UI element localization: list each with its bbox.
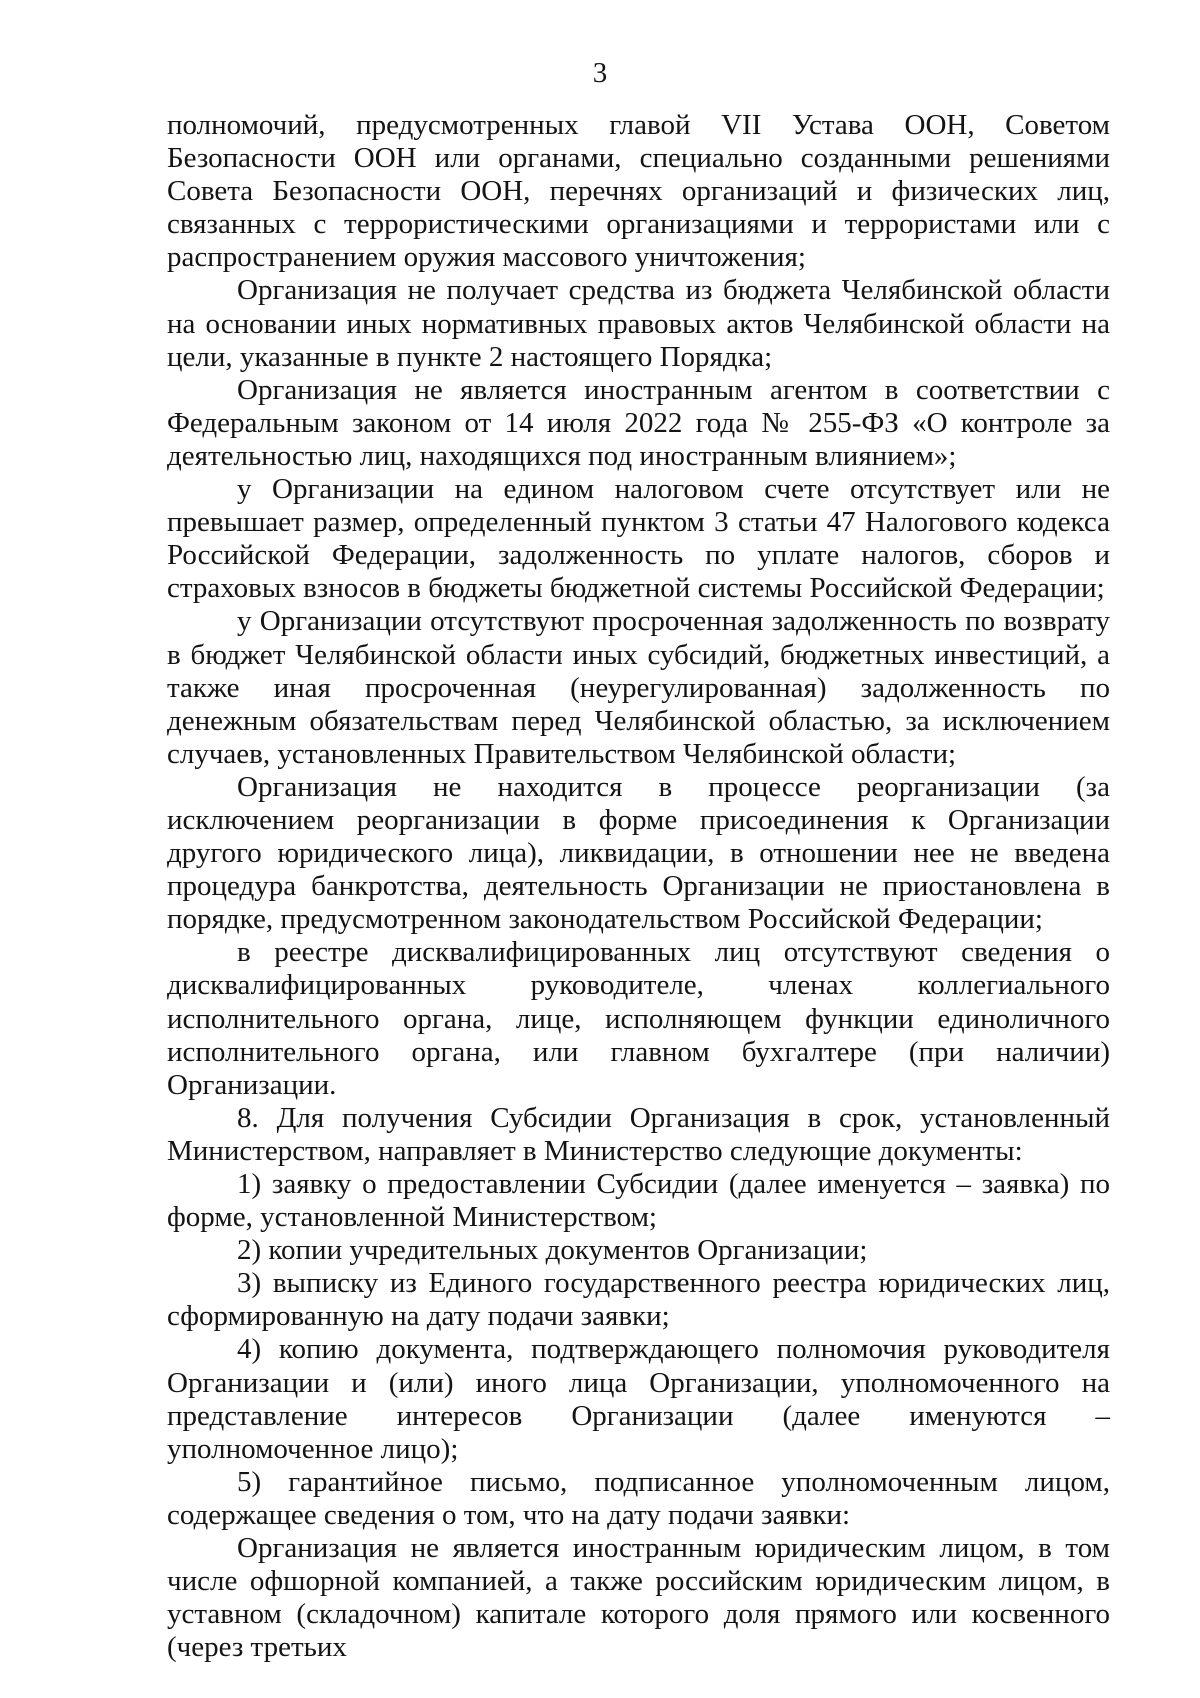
paragraph-6: Организация не находится в процессе реорганизации (за исключением реорганизации в форме присоединения к Организации другого юридического лица), ликвидации, в отношении нее не введена процедура банкротства, деятельность Организации не приостановлена в порядке, предусмотренном законодательством Российской Федерации; <box>167 770 1110 936</box>
paragraph-10: 2) копии учредительных документов Организации; <box>237 1234 868 1267</box>
paragraph-5: у Организации отсутствуют просроченная задолженность по возврату в бюджет Челябинской области иных субсидий, бюджетных инвестиций, а также иная просроченная (неурегулированная) задолженность по денежным обязательствам перед Челябинской областью, за исключением случаев, установленных Правительством Челябинской области; <box>167 605 1110 770</box>
paragraph-13: 5) гарантийное письмо, подписанное уполномоченным лицом, содержащее сведения о том, что на дату подачи заявки: <box>167 1465 1110 1531</box>
paragraph-7: в реестре дисквалифицированных лиц отсутствуют сведения о дисквалифицированных руководителе, членах коллегиального исполнительного органа, лице, исполняющем функции единоличного исполнительного органа, или главном бухгалтере (при наличии) Организации. <box>167 936 1110 1101</box>
document-body <box>167 109 1110 1664</box>
paragraph-3: Организация не является иностранным агентом в соответствии с Федеральным законом от 14 июля 2022 года № 255-ФЗ «О контроле за деятельностью лиц, находящихся под иностранным влиянием»; <box>167 373 1110 472</box>
paragraph-9: 1) заявку о предоставлении Субсидии (далее именуется – заявка) по форме, установленной Министерством; <box>167 1168 1110 1234</box>
paragraph-2: Организация не получает средства из бюджета Челябинской области на основании иных нормативных правовых актов Челябинской области на цели, указанные в пункте 2 настоящего Порядка; <box>167 274 1110 373</box>
paragraph-14: Организация не является иностранным юридическим лицом, в том числе офшорной компанией, а также российским юридическим лицом, в уставном (складочном) капитале которого доля прямого или косвенного (через третьих <box>167 1532 1110 1664</box>
paragraph-1: полномочий, предусмотренных главой VII Устава ООН, Советом Безопасности ООН или органами, специально созданными решениями Совета Безопасности ООН, перечнях организаций и физических лиц, связанных с террористическими организациями и террористами или с распространением оружия массового уничтожения; <box>167 109 1110 274</box>
page-number: 3 <box>592 57 608 89</box>
paragraph-8: 8. Для получения Субсидии Организация в срок, установленный Министерством, направляет в Министерство следующие документы: <box>167 1101 1110 1167</box>
paragraph-4: у Организации на едином налоговом счете отсутствует или не превышает размер, определенный пунктом 3 статьи 47 Налогового кодекса Российской Федерации, задолженность по уплате налогов, сборов и страховых взносов в бюджеты бюджетной системы Российской Федерации; <box>167 473 1110 605</box>
paragraph-11: 3) выписку из Единого государственного реестра юридических лиц, сформированную на дату подачи заявки; <box>167 1267 1110 1333</box>
paragraph-12: 4) копию документа, подтверждающего полномочия руководителя Организации и (или) иного лица Организации, уполномоченного на представление интересов Организации (далее именуются – уполномоченное лицо); <box>167 1333 1110 1465</box>
